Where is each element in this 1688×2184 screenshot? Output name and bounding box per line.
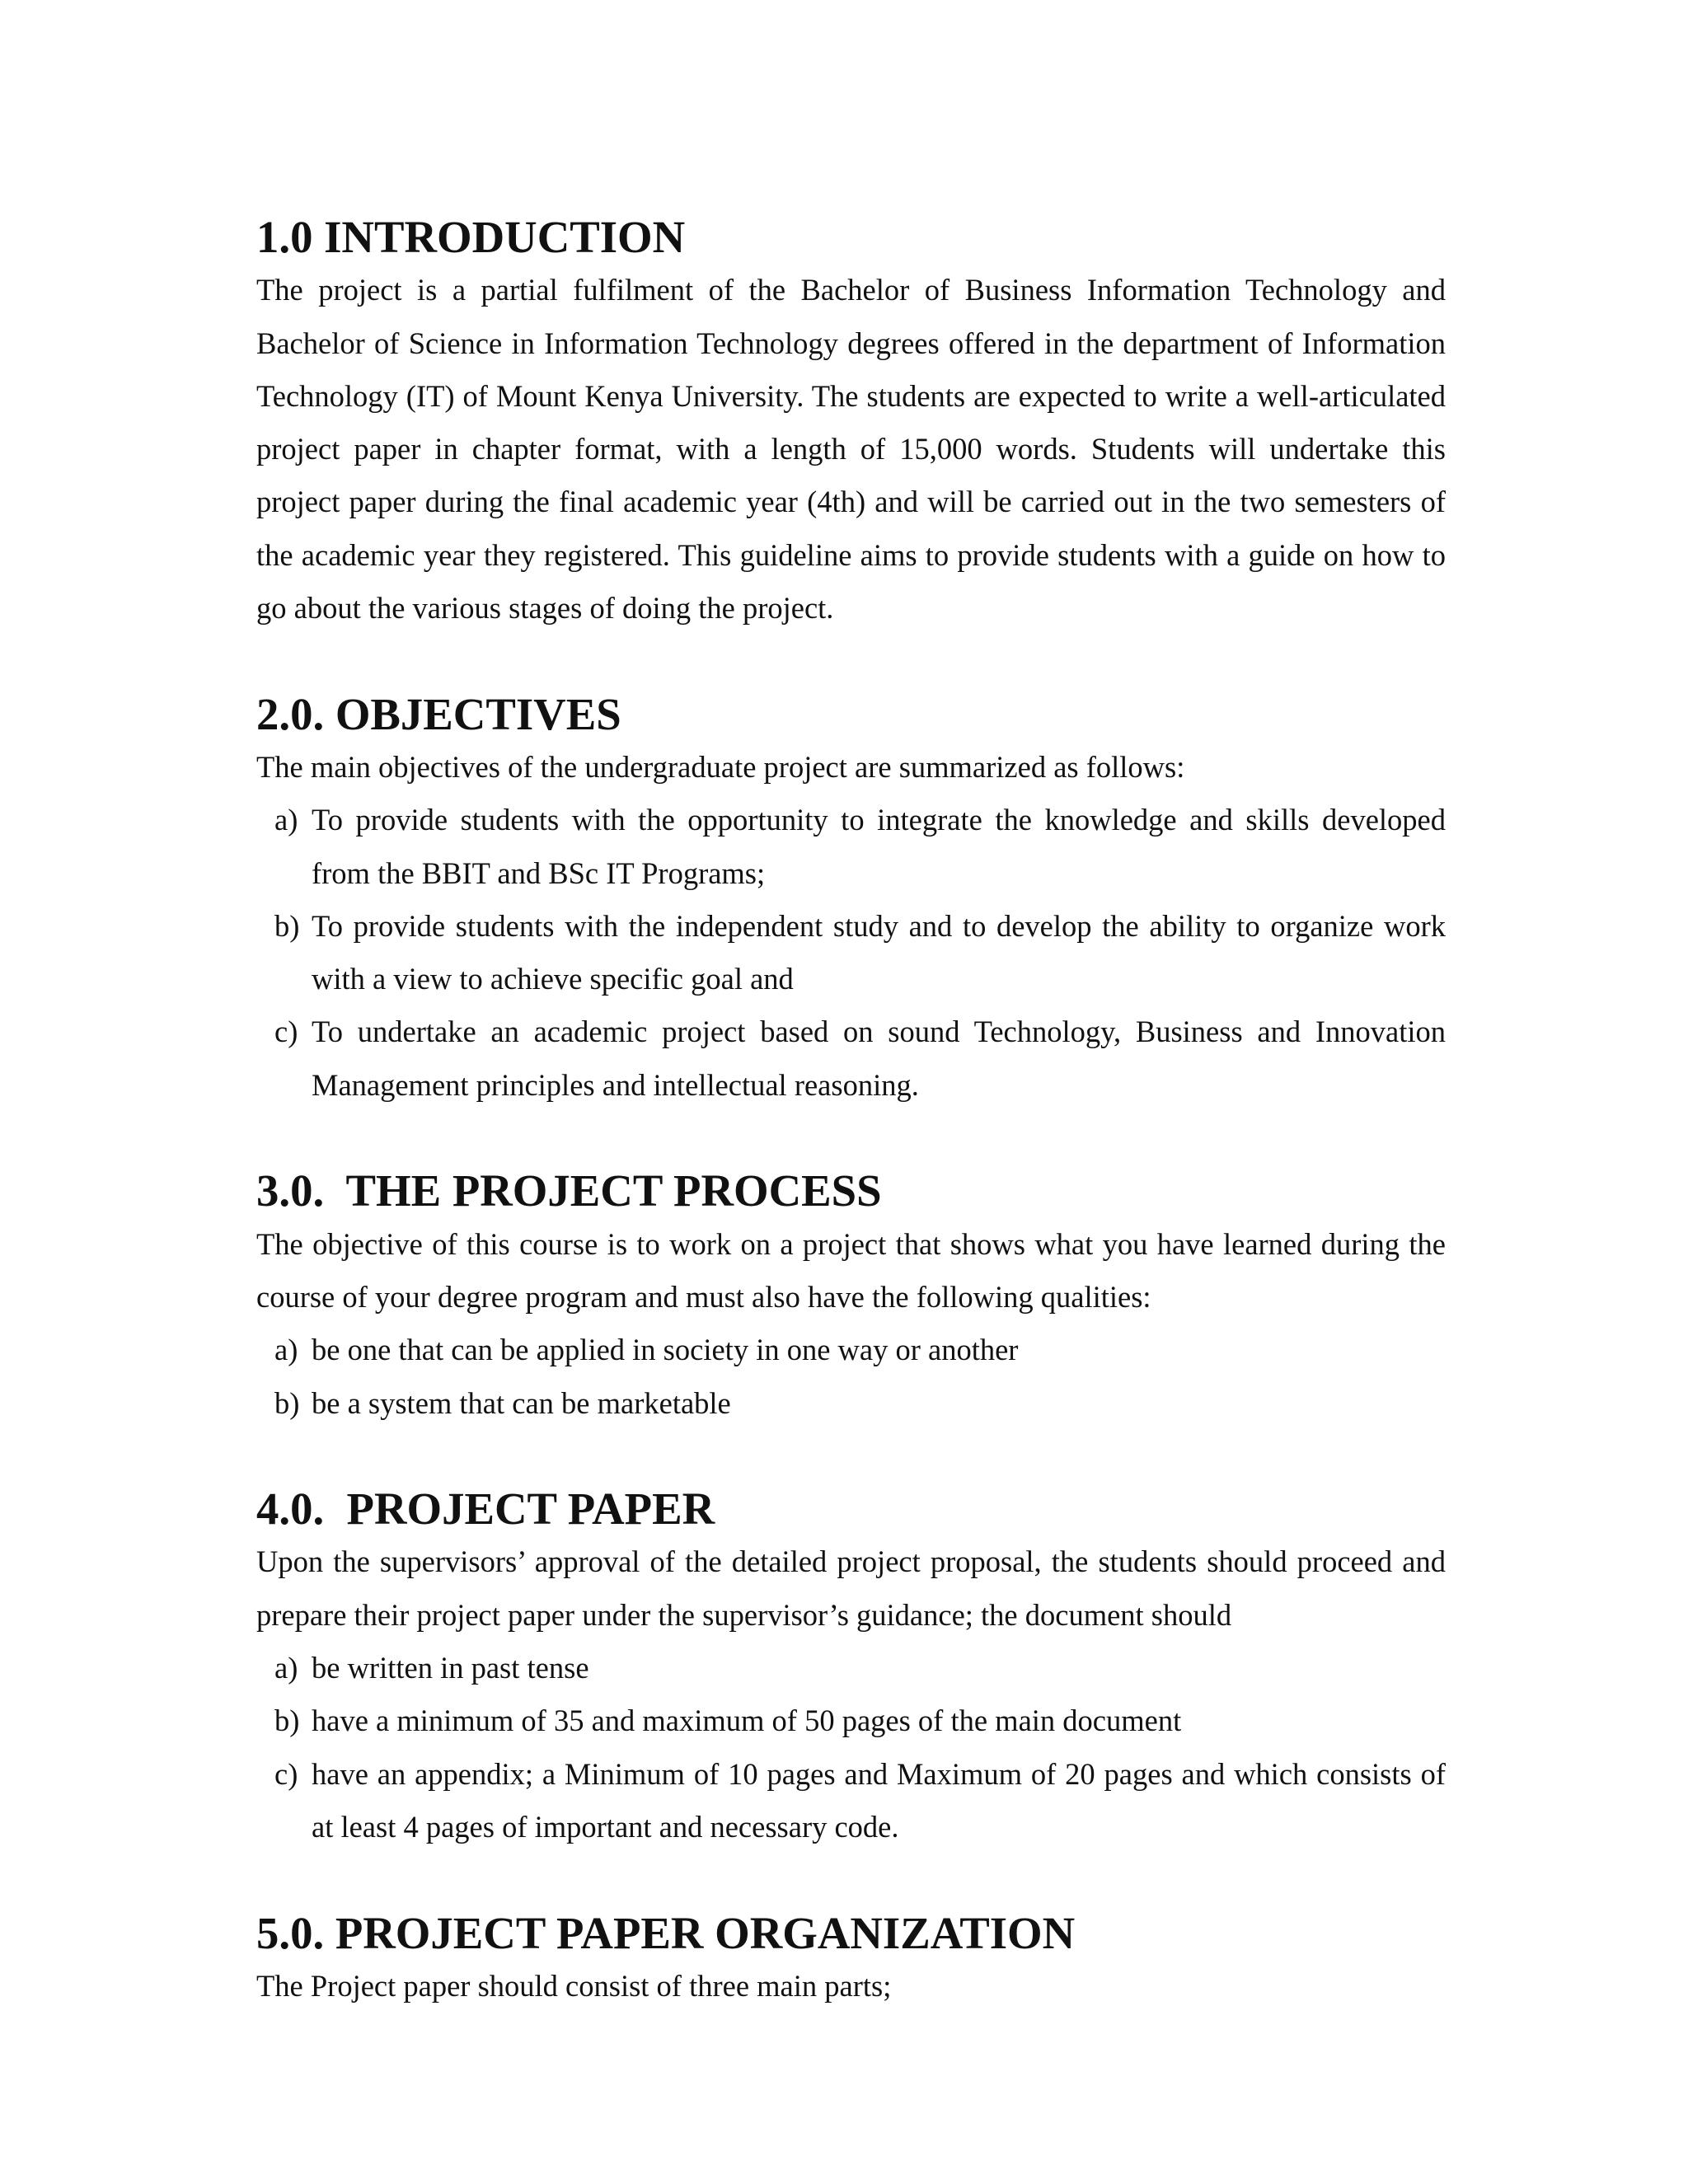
list-item-text: be a system that can be marketable bbox=[312, 1385, 731, 1420]
section-introduction bbox=[256, 211, 1446, 635]
list-marker: c) bbox=[274, 1756, 298, 1791]
list-marker: a) bbox=[274, 1333, 298, 1367]
section-heading: 1.0 INTRODUCTION bbox=[256, 212, 686, 262]
section-project-process bbox=[256, 1165, 1446, 1429]
requirements-list bbox=[256, 1642, 1446, 1854]
section-paragraph: The main objectives of the undergraduate project are summarized as follows: bbox=[256, 749, 1185, 784]
list-item-text: have an appendix; a Minimum of 10 pages and Maximum of 20 pages and which consists of at least 4 pages of important and necessary code. bbox=[312, 1756, 1446, 1844]
list-item bbox=[256, 1642, 1446, 1694]
list-item-text: have a minimum of 35 and maximum of 50 pages of the main document bbox=[312, 1704, 1182, 1738]
list-item bbox=[256, 1324, 1446, 1376]
list-item bbox=[256, 794, 1446, 900]
list-item-text: be written in past tense bbox=[312, 1651, 589, 1685]
section-paragraph: The Project paper should consist of three main parts; bbox=[256, 1968, 892, 2003]
list-item bbox=[256, 1377, 1446, 1430]
section-heading: 2.0. OBJECTIVES bbox=[256, 688, 621, 739]
section-paragraph: The project is a partial fulfilment of the Bachelor of Business Information Technology and Bachelor of Science in Information Technology degrees offered in the department of Information Technology (IT) of Mount Kenya University. The students are expected to write a well-articulated project paper in chapter format, with a length of 15,000 words. Students will undertake this project paper during the final academic year (4th) and will be carried out in the two semesters of the academic year they registered. This guideline aims to provide students with a guide on how to go about the various stages of doing the project. bbox=[256, 273, 1446, 626]
section-paper-organization bbox=[256, 1907, 1446, 2013]
section-objectives bbox=[256, 688, 1446, 1112]
section-heading: 5.0. PROJECT PAPER ORGANIZATION bbox=[256, 1907, 1076, 1958]
list-item bbox=[256, 900, 1446, 1006]
list-marker: b) bbox=[274, 1704, 300, 1738]
list-item-text: To provide students with the independent study and to develop the ability to organize work with a view to achieve specific goal and bbox=[312, 908, 1446, 996]
list-marker: b) bbox=[274, 1385, 300, 1420]
section-heading: 4.0. PROJECT PAPER bbox=[256, 1483, 715, 1535]
list-item bbox=[256, 1694, 1446, 1747]
list-item bbox=[256, 1748, 1446, 1854]
document-page bbox=[256, 211, 1446, 2065]
list-item-text: To provide students with the opportunity to integrate the knowledge and skills developed from the BBIT and BSc IT Programs; bbox=[312, 803, 1446, 890]
section-project-paper bbox=[256, 1483, 1446, 1854]
section-paragraph: Upon the supervisors’ approval of the detailed project proposal, the students should proceed and prepare their project paper under the supervisor’s guidance; the document should bbox=[256, 1544, 1446, 1632]
list-item bbox=[256, 1005, 1446, 1112]
list-marker: a) bbox=[274, 1651, 298, 1685]
section-heading: 3.0. THE PROJECT PROCESS bbox=[256, 1165, 882, 1216]
objectives-list bbox=[256, 794, 1446, 1112]
list-marker: a) bbox=[274, 803, 298, 837]
list-marker: b) bbox=[274, 908, 300, 943]
list-item-text: be one that can be applied in society in one way or another bbox=[312, 1333, 1019, 1367]
list-item-text: To undertake an academic project based on sound Technology, Business and Innovation Management principles and intellectual reasoning. bbox=[312, 1015, 1446, 1102]
section-paragraph: The objective of this course is to work on a project that shows what you have learned during the course of your degree program and must also have the following qualities: bbox=[256, 1226, 1446, 1314]
list-marker: c) bbox=[274, 1015, 298, 1049]
qualities-list bbox=[256, 1324, 1446, 1430]
